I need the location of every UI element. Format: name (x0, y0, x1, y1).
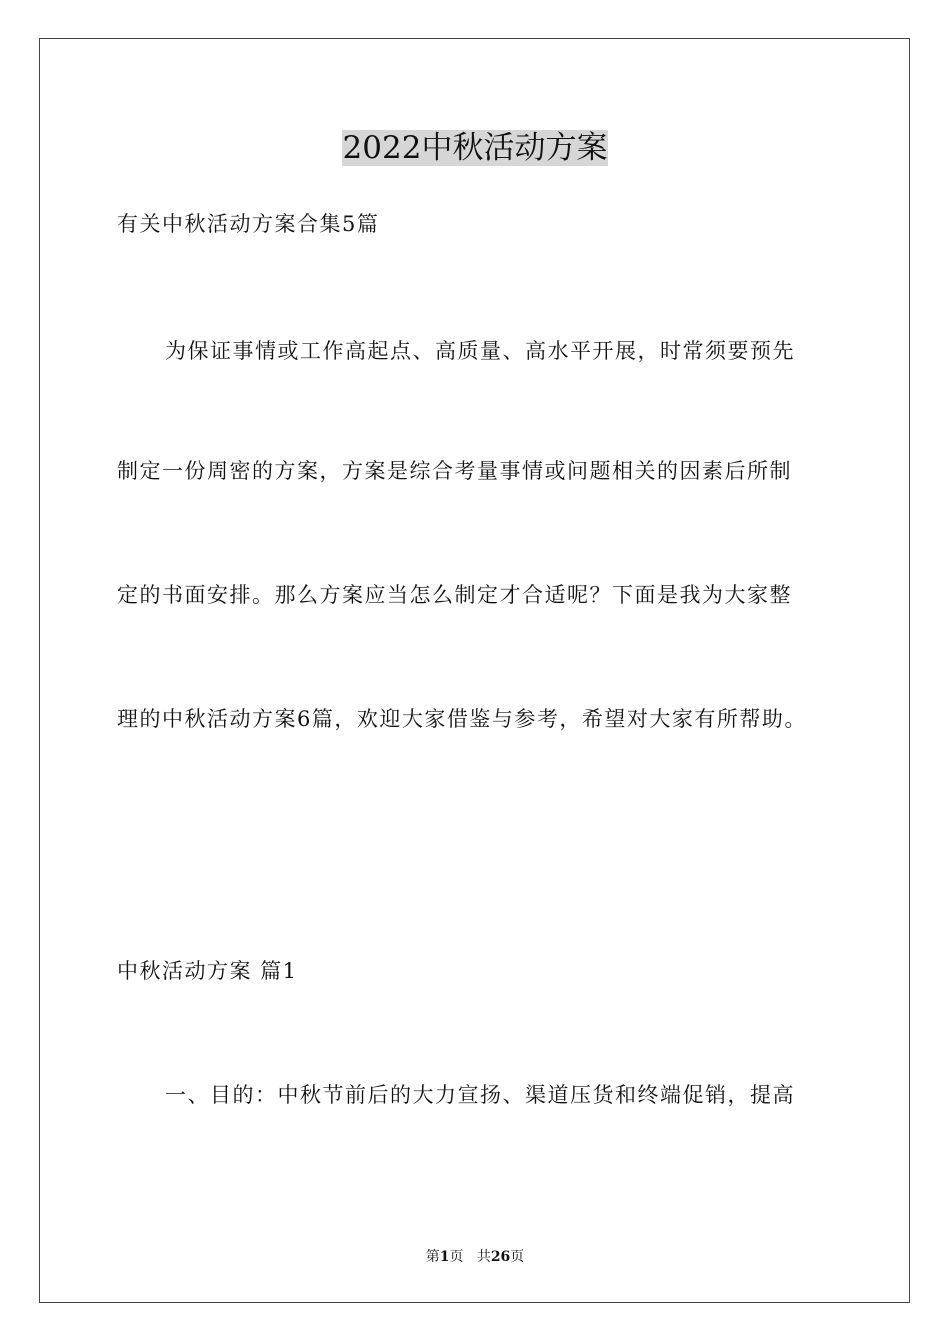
intro-line-1: 为保证事情或工作高起点、高质量、高水平开展，时常须要预先 (165, 339, 795, 363)
footer-page-prefix: 第 (425, 1249, 440, 1265)
page-footer (0, 1247, 950, 1267)
footer-total-suffix: 页 (510, 1249, 525, 1265)
section-first-line: 一、目的：中秋节前后的大力宣扬、渠道压货和终端促销，提高 (165, 1083, 795, 1107)
footer-total-pages: 26 (490, 1249, 511, 1265)
intro-line-4: 理的中秋活动方案6篇，欢迎大家借鉴与参考，希望对大家有所帮助。 (117, 707, 807, 731)
footer-page-number: 1 (439, 1249, 450, 1265)
document-subtitle: 有关中秋活动方案合集5篇 (117, 212, 380, 236)
footer-total-prefix: 共 (476, 1249, 491, 1265)
document-title-text: 2022中秋活动方案 (342, 130, 608, 166)
document-title (0, 126, 950, 170)
section-heading: 中秋活动方案 篇1 (117, 959, 298, 983)
intro-line-2: 制定一份周密的方案，方案是综合考量事情或问题相关的因素后所制 (117, 459, 792, 483)
intro-line-3: 定的书面安排。那么方案应当怎么制定才合适呢？下面是我为大家整 (117, 583, 792, 607)
footer-page-suffix: 页 (449, 1249, 464, 1265)
